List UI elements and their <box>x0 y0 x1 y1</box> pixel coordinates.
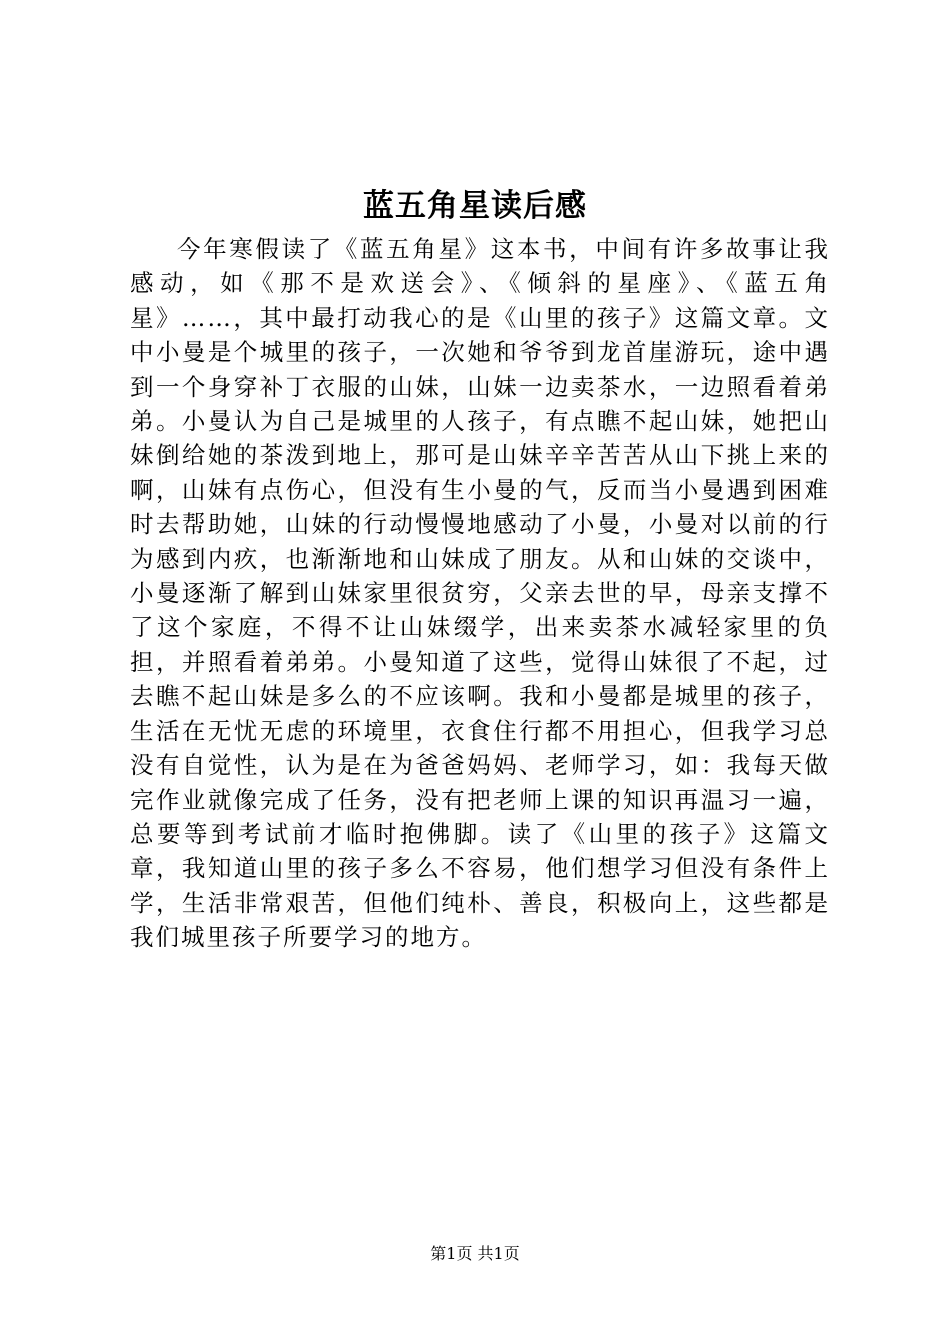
document-body-paragraph: 今年寒假读了《蓝五角星》这本书，中间有许多故事让我感动，如《那不是欢送会》、《倾斜的星座》、《蓝五角星》……，其中最打动我心的是《山里的孩子》这篇文章。文中小曼是个城里的孩子，一次她和爷爷到龙首崖游玩，途中遇到一个身穿补丁衣服的山妹，山妹一边卖茶水，一边照看着弟弟。小曼认为自己是城里的人孩子，有点瞧不起山妹，她把山妹倒给她的茶泼到地上，那可是山妹辛辛苦苦从山下挑上来的啊，山妹有点伤心，但没有生小曼的气，反而当小曼遇到困难时去帮助她，山妹的行动慢慢地感动了小曼，小曼对以前的行为感到内疚，也渐渐地和山妹成了朋友。从和山妹的交谈中，小曼逐渐了解到山妹家里很贫穷，父亲去世的早，母亲支撑不了这个家庭，不得不让山妹缀学，出来卖茶水减轻家里的负担，并照看着弟弟。小曼知道了这些，觉得山妹很了不起，过去瞧不起山妹是多么的不应该啊。我和小曼都是城里的孩子，生活在无忧无虑的环境里，衣食住行都不用担心，但我学习总没有自觉性，认为是在为爸爸妈妈、老师学习，如：我每天做完作业就像完成了任务，没有把老师上课的知识再温习一遍，总要等到考试前才临时抱佛脚。读了《山里的孩子》这篇文章，我知道山里的孩子多么不容易，他们想学习但没有条件上学，生活非常艰苦，但他们纯朴、善良，积极向上，这些都是我们城里孩子所要学习的地方。 <box>130 235 830 952</box>
document-title: 蓝五角星读后感 <box>363 188 587 224</box>
page-footer: 第1页 共1页 <box>430 1244 520 1263</box>
